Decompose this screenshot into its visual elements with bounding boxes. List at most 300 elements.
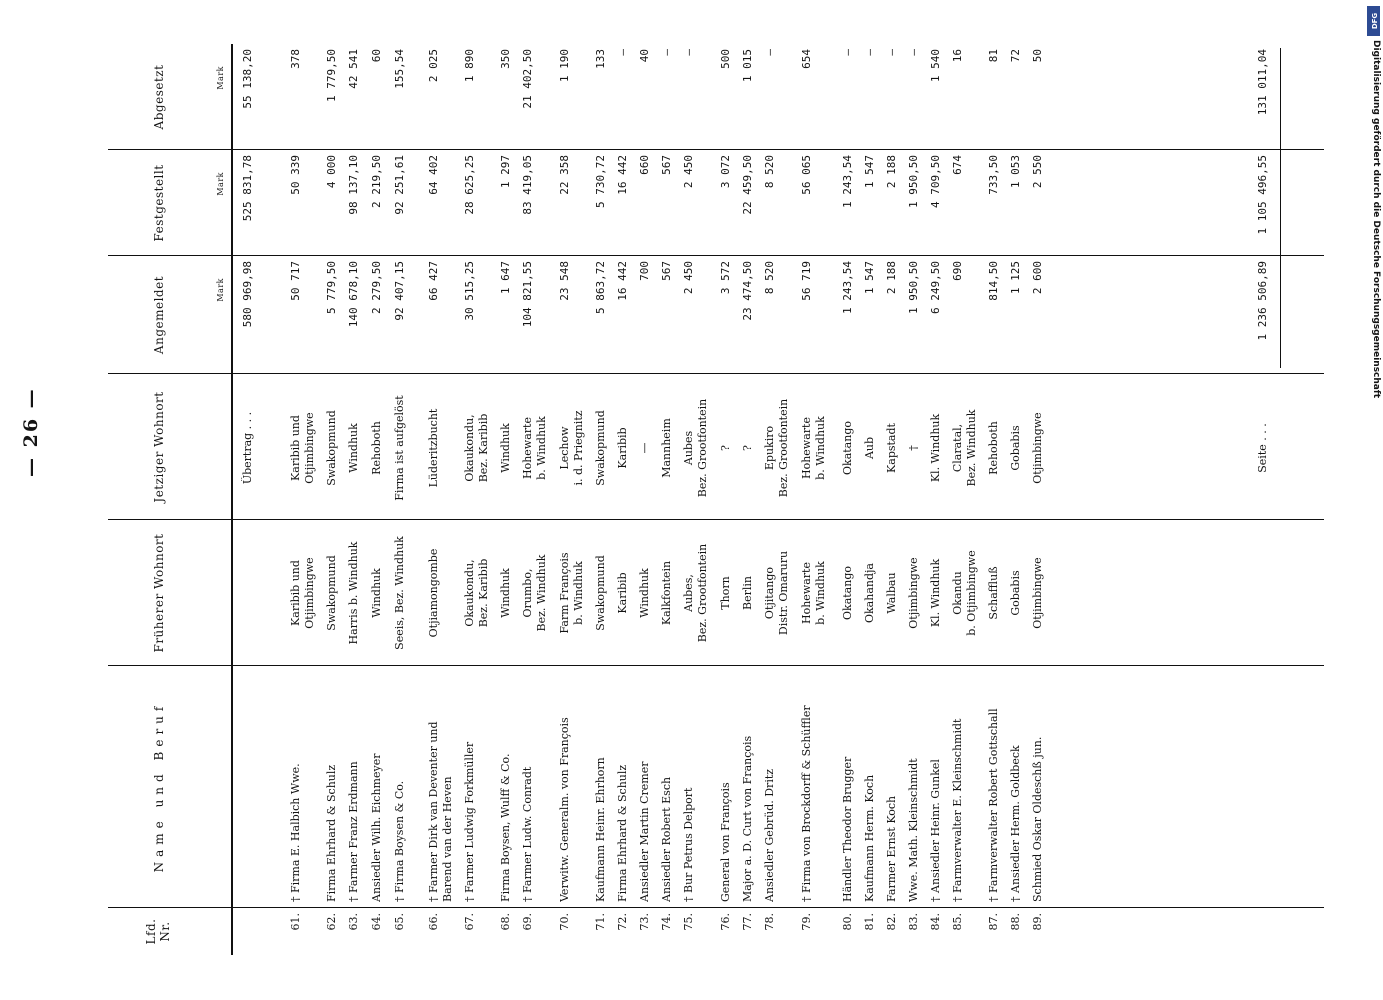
row-frueherer-wohnort: Walbau — [885, 572, 898, 614]
row-abgesetzt: 42 541 — [347, 49, 360, 89]
row-nr: 85. — [951, 913, 964, 931]
row-name: Firma Boysen, Wulff & Co. — [499, 753, 512, 902]
row-frueherer-wohnort: Okahandja — [863, 563, 876, 623]
table-row — [535, 44, 549, 955]
header-angemeldet-label: Angemeldet — [152, 275, 166, 355]
row-nr: 75. — [682, 913, 695, 931]
row-festgestellt: 5 730,72 — [594, 155, 607, 208]
row-name: † Ansiedler Herm. Goldbeck — [1009, 745, 1022, 902]
row-name: † Farmer Dirk van Deventer und — [427, 721, 440, 902]
row-festgestellt: 92 251,61 — [393, 155, 406, 215]
row-festgestellt: 1 105 496,55 — [1256, 155, 1269, 235]
row-abgesetzt: 40 — [638, 49, 651, 63]
row-nr: 82. — [885, 913, 898, 931]
table-row — [289, 44, 303, 955]
row-abgesetzt — [477, 49, 491, 145]
row-festgestellt — [441, 155, 455, 251]
row-frueherer-wohnort — [1256, 525, 1270, 661]
row-angemeldet: 700 — [638, 261, 651, 281]
row-nr: 74. — [660, 913, 673, 931]
row-festgestellt: 2 219,50 — [370, 155, 383, 208]
row-angemeldet: 16 442 — [616, 261, 629, 301]
row-name: † Farmer Franz Erdmann — [347, 761, 360, 902]
row-name — [777, 671, 791, 902]
row-frueherer-wohnort: Otjimbingwe — [303, 557, 316, 629]
row-frueherer-wohnort — [441, 525, 455, 661]
row-name: Ansiedler Gebrüd. Dritz — [763, 768, 776, 902]
row-jetziger-wohnort: i. d. Priegnitz — [572, 410, 585, 486]
unit-label: Mark — [216, 172, 225, 196]
table-row — [558, 44, 572, 955]
row-jetziger-wohnort: Aub — [863, 436, 876, 460]
row-angemeldet: 8 520 — [763, 261, 776, 295]
row-nr: 77. — [741, 913, 754, 931]
row-name: † Farmverwalter Robert Gottschall — [987, 708, 1000, 902]
page-number: — 26 — — [20, 387, 42, 477]
row-jetziger-wohnort: ? — [719, 445, 732, 451]
row-nr: 84. — [929, 913, 942, 931]
row-abgesetzt: 21 402,50 — [521, 49, 534, 109]
dfg-logo: DFG — [1367, 6, 1380, 36]
row-festgestellt: 1 547 — [863, 155, 876, 189]
sum-rule — [1280, 48, 1281, 368]
row-jetziger-wohnort: Hohewarte — [800, 417, 813, 479]
row-festgestellt: 3 072 — [719, 155, 732, 189]
row-angemeldet: 1 243,54 — [841, 261, 854, 314]
row-abgesetzt: 55 138,20 — [241, 49, 254, 109]
row-festgestellt — [535, 155, 549, 251]
row-frueherer-wohnort: Karibib und — [289, 560, 302, 626]
row-jetziger-wohnort: Kl. Windhuk — [929, 413, 942, 483]
row-jetziger-wohnort: b. Windhuk — [814, 416, 827, 480]
row-angemeldet — [696, 261, 710, 369]
row-name: General von François — [719, 782, 732, 902]
row-name: Barend van der Heven — [441, 776, 454, 902]
row-nr — [696, 913, 710, 955]
row-jetziger-wohnort: Bez. Windhuk — [965, 409, 978, 487]
table-row — [616, 44, 630, 955]
row-frueherer-wohnort: Otjimbingwe — [907, 557, 920, 629]
table-row — [463, 44, 477, 955]
row-jetziger-wohnort: Swakopmund — [594, 410, 607, 486]
row-nr — [572, 913, 586, 955]
row-abgesetzt — [572, 49, 586, 145]
row-frueherer-wohnort: Bez. Grootfontein — [696, 543, 709, 643]
table-row — [741, 44, 755, 955]
header-angemeldet — [108, 256, 231, 374]
row-nr: 63. — [347, 913, 360, 931]
row-nr — [535, 913, 549, 955]
row-angemeldet: 6 249,50 — [929, 261, 942, 314]
header-abgesetzt — [108, 44, 231, 150]
row-festgestellt: 525 831,78 — [241, 155, 254, 222]
row-nr: 76. — [719, 913, 732, 931]
row-jetziger-wohnort: Seite . . . — [1256, 423, 1269, 473]
row-festgestellt: 28 625,25 — [463, 155, 476, 215]
row-nr — [441, 913, 455, 955]
row-frueherer-wohnort: Bez. Karibib — [477, 558, 490, 628]
row-angemeldet — [535, 261, 549, 369]
row-abgesetzt: 60 — [370, 49, 383, 63]
table-row — [572, 44, 586, 955]
row-nr — [303, 913, 317, 955]
header-festgestellt-label: Festgestellt — [152, 164, 166, 242]
row-abgesetzt: — — [660, 49, 673, 56]
table-row — [951, 44, 965, 955]
table-row — [441, 44, 455, 955]
row-nr — [477, 913, 491, 955]
table-row — [763, 44, 777, 955]
row-abgesetzt: 350 — [499, 49, 512, 69]
row-name: † Farmer Ludw. Conradt — [521, 766, 534, 902]
table-row — [1009, 44, 1023, 955]
row-name: Ansiedler Martin Cremer — [638, 761, 651, 902]
table-row — [499, 44, 513, 955]
row-name: † Ansiedler Heinr. Gunkel — [929, 759, 942, 902]
row-angemeldet — [303, 261, 317, 369]
row-festgestellt: 64 402 — [427, 155, 440, 195]
row-angemeldet: 1 125 — [1009, 261, 1022, 295]
row-frueherer-wohnort: b. Otjimbingwe — [965, 550, 978, 636]
row-angemeldet: 2 279,50 — [370, 261, 383, 314]
row-festgestellt — [777, 155, 791, 251]
table-row — [594, 44, 608, 955]
row-frueherer-wohnort: Otjitango — [763, 566, 776, 620]
row-frueherer-wohnort: Thorn — [719, 576, 732, 610]
row-angemeldet — [965, 261, 979, 369]
row-angemeldet — [477, 261, 491, 369]
table-row — [800, 44, 814, 955]
table-row — [370, 44, 384, 955]
row-jetziger-wohnort: Kapstadt — [885, 423, 898, 473]
row-jetziger-wohnort: Okatango — [841, 421, 854, 475]
row-jetziger-wohnort: † — [907, 445, 920, 451]
row-nr: 88. — [1009, 913, 1022, 931]
row-jetziger-wohnort — [441, 381, 455, 515]
row-jetziger-wohnort: Lüderitzbucht — [427, 408, 440, 488]
row-abgesetzt — [965, 49, 979, 145]
row-nr — [965, 913, 979, 955]
row-name — [1256, 671, 1270, 902]
table-row — [393, 44, 407, 955]
row-abgesetzt: 1 015 — [741, 49, 754, 83]
row-angemeldet: 56 719 — [800, 261, 813, 301]
row-frueherer-wohnort: Swakopmund — [325, 555, 338, 631]
row-abgesetzt — [696, 49, 710, 145]
table-row — [696, 44, 710, 955]
row-angemeldet: 1 647 — [499, 261, 512, 295]
row-frueherer-wohnort: b. Windhuk — [572, 561, 585, 625]
row-frueherer-wohnort: Windhuk — [638, 568, 651, 618]
table-row — [427, 44, 441, 955]
row-abgesetzt: — — [841, 49, 854, 56]
row-name — [814, 671, 828, 902]
row-name: Wwe. Math. Kleinschmidt — [907, 758, 920, 902]
row-frueherer-wohnort: Windhuk — [370, 568, 383, 618]
row-abgesetzt: 2 025 — [427, 49, 440, 83]
row-nr: 70. — [558, 913, 571, 931]
table-row — [841, 44, 855, 955]
row-festgestellt: 660 — [638, 155, 651, 175]
row-festgestellt: 1 243,54 — [841, 155, 854, 208]
row-abgesetzt: 133 — [594, 49, 607, 69]
row-frueherer-wohnort: Orumbo, — [521, 568, 534, 618]
table-row — [241, 44, 255, 955]
row-festgestellt: 567 — [660, 155, 673, 175]
row-festgestellt: 733,50 — [987, 155, 1000, 195]
row-frueherer-wohnort: Otjiamongombe — [427, 548, 440, 638]
row-festgestellt: 4 709,50 — [929, 155, 942, 208]
unit-label: Mark — [216, 278, 225, 302]
row-nr — [1256, 913, 1270, 955]
row-name — [965, 671, 979, 902]
row-festgestellt — [303, 155, 317, 251]
row-jetziger-wohnort: Rehoboth — [987, 421, 1000, 475]
row-abgesetzt: — — [616, 49, 629, 56]
row-abgesetzt — [777, 49, 791, 145]
row-name — [696, 671, 710, 902]
row-jetziger-wohnort: Rehoboth — [370, 421, 383, 475]
row-jetziger-wohnort: Hohewarte — [521, 417, 534, 479]
table-row — [325, 44, 339, 955]
table-row — [521, 44, 535, 955]
row-nr — [241, 913, 255, 955]
row-nr: 72. — [616, 913, 629, 931]
row-nr: 89. — [1031, 913, 1044, 931]
row-festgestellt: 50 339 — [289, 155, 302, 195]
row-angemeldet: 3 572 — [719, 261, 732, 295]
row-name: Kaufmann Heinr. Ehrhorn — [594, 757, 607, 902]
table-row — [1031, 44, 1045, 955]
row-angemeldet — [572, 261, 586, 369]
row-abgesetzt: 155,54 — [393, 49, 406, 89]
row-frueherer-wohnort — [241, 525, 255, 661]
row-jetziger-wohnort: Okaukondu, — [463, 414, 476, 482]
row-nr: 69. — [521, 913, 534, 931]
row-nr: 61. — [289, 913, 302, 931]
table-header — [108, 44, 233, 955]
row-name: Ansiedler Robert Esch — [660, 776, 673, 902]
row-angemeldet — [441, 261, 455, 369]
row-name: Firma Ehrhard & Schulz — [325, 764, 338, 902]
row-angemeldet: 104 821,55 — [521, 261, 534, 328]
row-jetziger-wohnort: Gobabis — [1009, 425, 1022, 471]
row-angemeldet: 814,50 — [987, 261, 1000, 301]
row-frueherer-wohnort: Bez. Windhuk — [535, 554, 548, 632]
row-frueherer-wohnort: Karibib — [616, 572, 629, 614]
row-name: Major a. D. Curt von François — [741, 735, 754, 902]
row-jetziger-wohnort: Übertrag . . . — [241, 411, 254, 485]
row-abgesetzt — [441, 49, 455, 145]
row-frueherer-wohnort: Gobabis — [1009, 570, 1022, 616]
row-angemeldet: 1 950,50 — [907, 261, 920, 314]
row-jetziger-wohnort: Mannheim — [660, 418, 673, 478]
row-frueherer-wohnort: Okatango — [841, 566, 854, 620]
table-row — [885, 44, 899, 955]
row-angemeldet: 140 678,10 — [347, 261, 360, 328]
row-angemeldet: 580 969,98 — [241, 261, 254, 328]
row-abgesetzt: — — [885, 49, 898, 56]
row-jetziger-wohnort: Lechow — [558, 426, 571, 470]
row-nr: 81. — [863, 913, 876, 931]
table-row — [777, 44, 791, 955]
table-row — [907, 44, 921, 955]
row-festgestellt: 2 550 — [1031, 155, 1044, 189]
row-festgestellt: 83 419,05 — [521, 155, 534, 215]
header-frueherer-wohnort: Früherer Wohnort — [152, 533, 166, 653]
row-frueherer-wohnort: Aubes, — [682, 574, 695, 612]
row-name — [572, 671, 586, 902]
row-abgesetzt: 500 — [719, 49, 732, 69]
row-angemeldet: 2 450 — [682, 261, 695, 295]
row-jetziger-wohnort: Aubes — [682, 430, 695, 466]
row-name — [241, 671, 255, 902]
row-angemeldet: 1 236 506,89 — [1256, 261, 1269, 341]
row-abgesetzt: — — [682, 49, 695, 56]
table-row — [1256, 44, 1270, 955]
table-row — [682, 44, 696, 955]
row-angemeldet — [777, 261, 791, 369]
row-angemeldet: 2 600 — [1031, 261, 1044, 295]
row-nr — [814, 913, 828, 955]
row-name: Firma Ehrhard & Schulz — [616, 764, 629, 902]
table-row — [965, 44, 979, 955]
row-nr: 79. — [800, 913, 813, 931]
row-name: Ansiedler Wilh. Eichmeyer — [370, 753, 383, 902]
row-jetziger-wohnort: Claratal, — [951, 423, 964, 473]
header-nr: Lfd. Nr. — [144, 918, 172, 945]
row-angemeldet: 5 863,72 — [594, 261, 607, 314]
row-jetziger-wohnort: Swakopmund — [325, 410, 338, 486]
row-abgesetzt: 1 779,50 — [325, 49, 338, 102]
row-festgestellt — [965, 155, 979, 251]
row-name: † Firma E. Halbich Wwe. — [289, 763, 302, 902]
row-festgestellt: 1 053 — [1009, 155, 1022, 189]
row-name: † Farmer Ludwig Forkmüller — [463, 741, 476, 902]
row-frueherer-wohnort: Berlin — [741, 576, 754, 610]
row-name: Schmied Oskar Oldeschß jun. — [1031, 736, 1044, 902]
row-angemeldet: 23 474,50 — [741, 261, 754, 321]
row-name — [535, 671, 549, 902]
row-jetziger-wohnort: Karibib und — [289, 415, 302, 481]
digitization-credit: Digitalisierung gefördert durch die Deutsche Forschungsgemeinschaft — [1371, 40, 1381, 399]
table-row — [303, 44, 317, 955]
row-nr: 80. — [841, 913, 854, 931]
row-frueherer-wohnort: b. Windhuk — [814, 561, 827, 625]
row-jetziger-wohnort: Karibib — [616, 427, 629, 469]
row-festgestellt: 2 450 — [682, 155, 695, 189]
row-angemeldet: 30 515,25 — [463, 261, 476, 321]
row-frueherer-wohnort: Okandu — [951, 571, 964, 615]
row-angemeldet: 1 547 — [863, 261, 876, 295]
row-frueherer-wohnort: Swakopmund — [594, 555, 607, 631]
row-angemeldet: 2 188 — [885, 261, 898, 295]
row-name: Händler Theodor Brugger — [841, 756, 854, 902]
row-festgestellt: 98 137,10 — [347, 155, 360, 215]
row-festgestellt — [572, 155, 586, 251]
table-row — [987, 44, 1001, 955]
row-frueherer-wohnort: Farm François — [558, 552, 571, 634]
table-row — [719, 44, 733, 955]
row-nr: 71. — [594, 913, 607, 931]
row-jetziger-wohnort: ? — [741, 445, 754, 451]
header-jetziger-wohnort: Jetziger Wohnort — [152, 391, 166, 503]
claims-table — [108, 44, 1324, 955]
row-abgesetzt: — — [907, 49, 920, 56]
row-nr: 87. — [987, 913, 1000, 931]
row-frueherer-wohnort: Otjimbingwe — [1031, 557, 1044, 629]
row-frueherer-wohnort: Kl. Windhuk — [929, 558, 942, 628]
table-row — [814, 44, 828, 955]
row-jetziger-wohnort: b. Windhuk — [535, 416, 548, 480]
row-festgestellt — [696, 155, 710, 251]
table-row — [638, 44, 652, 955]
row-festgestellt: 22 459,50 — [741, 155, 754, 215]
row-abgesetzt — [535, 49, 549, 145]
row-nr — [777, 913, 791, 955]
row-jetziger-wohnort: Epukiro — [763, 425, 776, 471]
row-jetziger-wohnort: Windhuk — [499, 423, 512, 473]
row-festgestellt: 2 188 — [885, 155, 898, 189]
row-festgestellt: 674 — [951, 155, 964, 175]
row-abgesetzt: 654 — [800, 49, 813, 69]
row-jetziger-wohnort: Firma ist aufgelöst — [393, 395, 406, 501]
row-nr: 73. — [638, 913, 651, 931]
row-name — [303, 671, 317, 902]
row-nr: 62. — [325, 913, 338, 931]
row-abgesetzt: 81 — [987, 49, 1000, 63]
header-name: Name und Beruf — [152, 701, 166, 873]
row-name: Verwitw. Generalm. von François — [558, 717, 571, 902]
row-abgesetzt: — — [863, 49, 876, 56]
row-nr: 67. — [463, 913, 476, 931]
row-festgestellt: 1 950,50 — [907, 155, 920, 208]
row-angemeldet: 23 548 — [558, 261, 571, 301]
row-frueherer-wohnort: Schaffluß — [987, 566, 1000, 620]
header-abgesetzt-label: Abgesetzt — [152, 64, 166, 130]
row-festgestellt: 4 000 — [325, 155, 338, 189]
table-row — [863, 44, 877, 955]
row-festgestellt: 8 520 — [763, 155, 776, 189]
row-angemeldet: 567 — [660, 261, 673, 281]
row-name — [477, 671, 491, 902]
row-jetziger-wohnort: Bez. Grootfontein — [777, 398, 790, 498]
row-angemeldet: 66 427 — [427, 261, 440, 301]
row-abgesetzt: 50 — [1031, 49, 1044, 63]
row-festgestellt: 16 442 — [616, 155, 629, 195]
row-angemeldet: 50 717 — [289, 261, 302, 301]
row-abgesetzt — [814, 49, 828, 145]
row-festgestellt: 56 065 — [800, 155, 813, 195]
row-frueherer-wohnort: Okaukondu, — [463, 559, 476, 627]
table-row — [929, 44, 943, 955]
row-name: † Farmverwalter E. Kleinschmidt — [951, 718, 964, 902]
row-festgestellt — [477, 155, 491, 251]
row-frueherer-wohnort: Harris b. Windhuk — [347, 541, 360, 645]
row-angemeldet: 690 — [951, 261, 964, 281]
row-jetziger-wohnort: Otjimbingwe — [303, 412, 316, 484]
row-nr: 66. — [427, 913, 440, 931]
header-festgestellt — [108, 150, 231, 256]
row-angemeldet — [814, 261, 828, 369]
table-row — [660, 44, 674, 955]
row-festgestellt: 1 297 — [499, 155, 512, 189]
row-abgesetzt: 1 540 — [929, 49, 942, 83]
row-abgesetzt: 72 — [1009, 49, 1022, 63]
row-jetziger-wohnort: Otjimbingwe — [1031, 412, 1044, 484]
table-row — [347, 44, 361, 955]
row-abgesetzt: 1 190 — [558, 49, 571, 83]
